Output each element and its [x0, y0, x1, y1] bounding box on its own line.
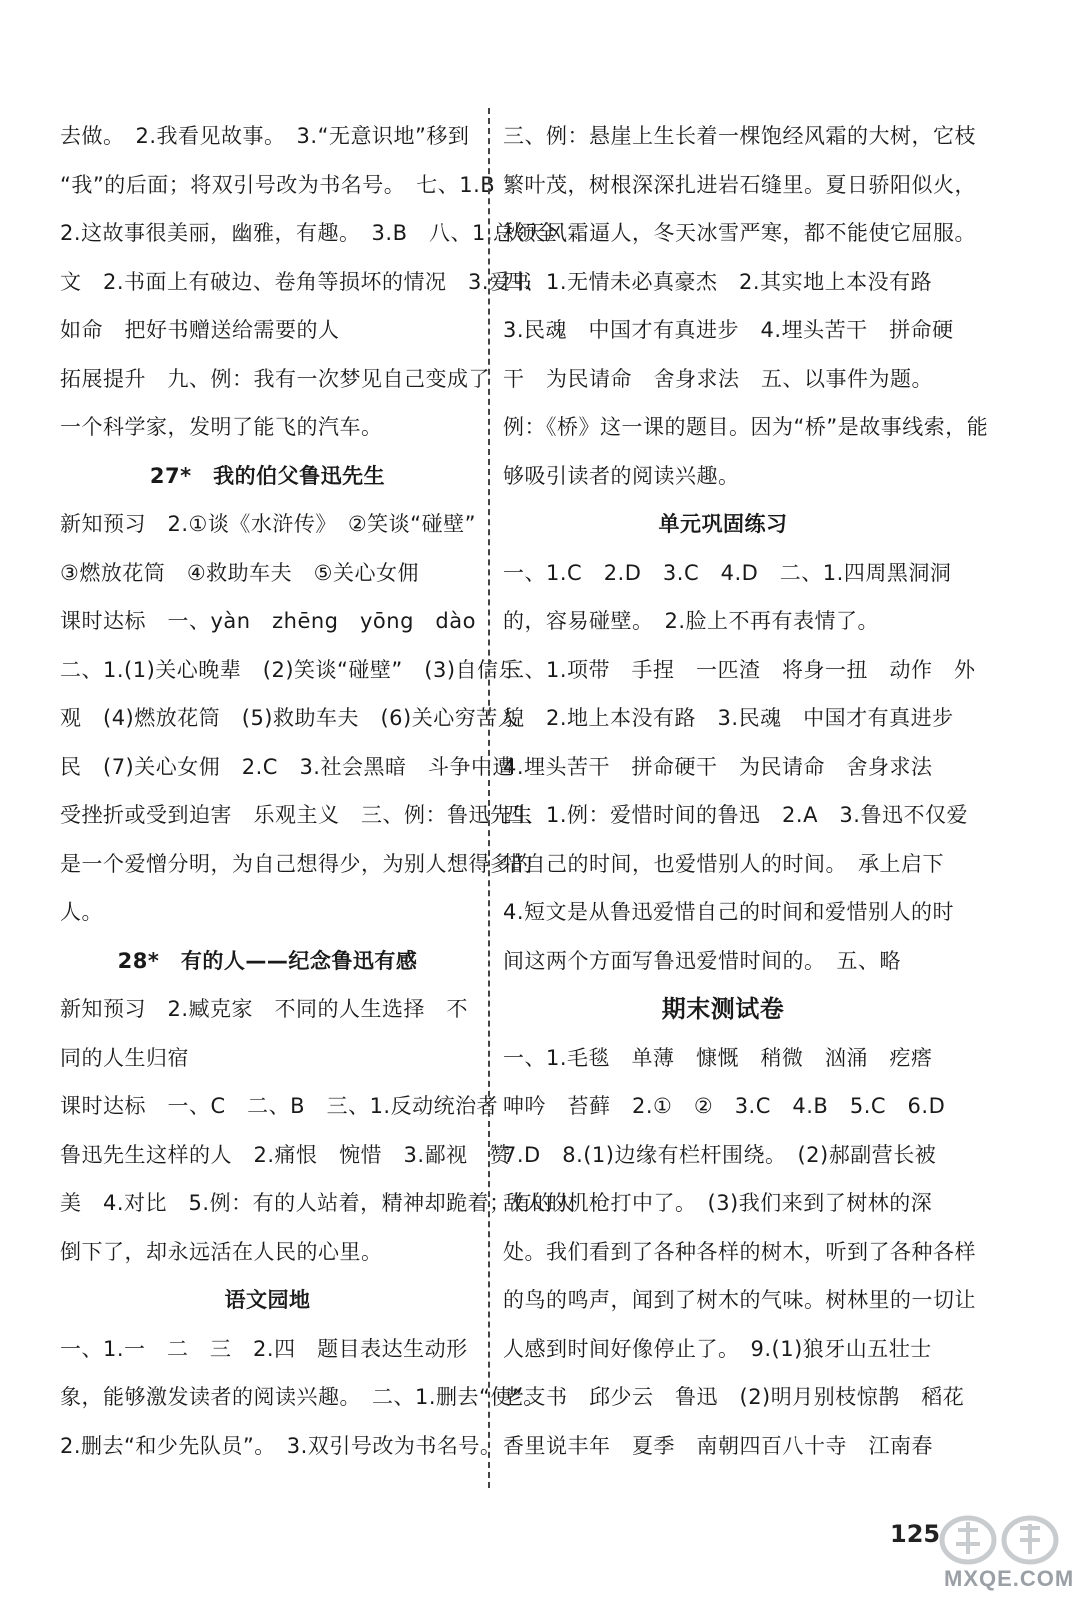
text-line: 课时达标 一、C 二、B 三、1.反动统治者 — [60, 1094, 499, 1118]
text-line: 文 2.书面上有破边、卷角等损坏的情况 3.爱书 — [60, 269, 533, 294]
text-line: 二、1.(1)关心晚辈 (2)笑谈“碰壁” (3)自信乐 — [60, 657, 521, 682]
text-line: 三、1.项带 手捏 一匹渣 将身一扭 动作 外 — [503, 657, 976, 682]
text-line: 四、1.例：爱惜时间的鲁迅 2.A 3.鲁迅不仅爱 — [503, 803, 968, 827]
text-line: 干 为民请命 舍身求法 五、以事件为题。 — [503, 366, 933, 391]
text-line: 四、1.无情未必真豪杰 2.其实地上本没有路 — [503, 269, 933, 294]
text-line: 4.埋头苦干 拼命硬干 为民请命 舍身求法 — [503, 754, 933, 779]
text-line: 呻吟 苔藓 2.① ② 3.C 4.B 5.C 6.D — [503, 1094, 946, 1118]
watermark-text: MXQE.COM — [944, 1566, 1075, 1591]
text-line: 人。 — [60, 900, 103, 924]
text-line: 貌 2.地上本没有路 3.民魂 中国才有真进步 — [503, 706, 954, 730]
right-column — [503, 112, 989, 1470]
text-line: 2.这故事很美丽，幽雅，有趣。 3.B 八、1.总领全 — [60, 221, 558, 245]
text-line: 一、1.一 二 三 2.四 题目表达生动形 — [60, 1336, 468, 1361]
section-heading: 单元巩固练习 — [658, 512, 788, 536]
text-line: 民 (7)关心女佣 2.C 3.社会黑暗 斗争中遭 — [60, 754, 514, 779]
text-line: 拓展提升 九、例：我有一次梦见自己变成了 — [60, 366, 490, 391]
text-line: 受挫折或受到迫害 乐观主义 三、例：鲁迅先生 — [60, 803, 533, 827]
text-line: 是一个爱憎分明，为自己想得少，为别人想得多的 — [60, 851, 533, 876]
section-heading: 27* 我的伯父鲁迅先生 — [149, 463, 386, 488]
text-line: 课时达标 一、yàn zhēng yōng dào — [60, 609, 476, 633]
text-line: 处。我们看到了各种各样的树木，听到了各种各样 — [503, 1239, 976, 1264]
text-line: 倒下了，却永远活在人民的心里。 — [60, 1239, 383, 1264]
text-line: 新知预习 2.臧克家 不同的人生选择 不 — [60, 997, 469, 1021]
text-line: 新知预习 2.①谈《水浒传》 ②笑谈“碰壁” — [60, 512, 476, 536]
text-line: 2.删去“和少先队员”。 3.双引号改为书名号。 — [60, 1433, 502, 1458]
text-line: 惜自己的时间，也爱惜别人的时间。 承上启下 — [503, 851, 944, 876]
text-line: 一、1.毛毯 单薄 慷慨 稍微 汹涌 疙瘩 — [503, 1045, 933, 1070]
page-number: 125 — [890, 1520, 941, 1548]
text-line: 够吸引读者的阅读兴趣。 — [503, 463, 740, 488]
text-line: 鲁迅先生这样的人 2.痛恨 惋惜 3.鄙视 赞 — [60, 1142, 511, 1167]
section-heading: 语文园地 — [224, 1288, 311, 1312]
text-line: 秋天风霜逼人，冬天冰雪严寒，都不能使它屈服。 — [503, 221, 976, 245]
left-column — [60, 112, 576, 1470]
text-line: 的，容易碰壁。 2.脸上不再有表情了。 — [503, 609, 880, 633]
text-line: 如命 把好书赠送给需要的人 — [60, 318, 340, 342]
text-line: 敌人的机枪打中了。 (3)我们来到了树林的深 — [503, 1191, 933, 1215]
text-line: 的鸟的鸣声，闻到了树木的气味。树林里的一切让 — [503, 1288, 976, 1312]
text-line: 7.D 8.(1)边缘有栏杆围绕。 (2)郝副营长被 — [503, 1142, 937, 1167]
text-line: 象，能够激发读者的阅读兴趣。 二、1.删去“使”。 — [60, 1385, 545, 1409]
text-line: 繁叶茂，树根深深扎进岩石缝里。夏日骄阳似火， — [503, 172, 976, 197]
text-line: 一个科学家，发明了能飞的汽车。 — [60, 415, 383, 439]
text-line: 三、例：悬崖上生长着一棵饱经风霜的大树，它枝 — [503, 124, 976, 148]
column-divider — [488, 108, 490, 1488]
text-line: ③燃放花筒 ④救助车夫 ⑤关心女佣 — [60, 560, 419, 585]
text-line: 观 (4)燃放花筒 (5)救助车夫 (6)关心穷苦人 — [60, 706, 520, 730]
text-line: 间这两个方面写鲁迅爱惜时间的。 五、略 — [503, 948, 901, 973]
section-heading: 28* 有的人——纪念鲁迅有感 — [117, 948, 418, 973]
text-line: 例：《桥》这一课的题目。因为“桥”是故事线索，能 — [503, 415, 989, 439]
section-heading: 期末测试卷 — [661, 995, 785, 1023]
text-line: 美 4.对比 5.例：有的人站着，精神却跪着；有的人 — [60, 1191, 576, 1215]
text-line: 香里说丰年 夏季 南朝四百八十寺 江南春 — [503, 1433, 933, 1458]
text-line: 4.短文是从鲁迅爱惜自己的时间和爱惜别人的时 — [503, 900, 955, 924]
text-line: 人感到时间好像停止了。 9.(1)狼牙山五壮士 — [503, 1336, 932, 1361]
text-line: 同的人生归宿 — [60, 1045, 189, 1070]
text-line: 去做。 2.我看见故事。 3.“无意识地”移到 — [60, 124, 470, 148]
text-line: 老支书 邱少云 鲁迅 (2)明月别枝惊鹊 稻花 — [503, 1385, 965, 1409]
text-line: 一、1.C 2.D 3.C 4.D 二、1.四周黑洞洞 — [503, 560, 952, 585]
text-line: “我”的后面；将双引号改为书名号。 七、1.B — [60, 172, 496, 197]
text-line: 3.民魂 中国才有真进步 4.埋头苦干 拼命硬 — [503, 318, 954, 342]
